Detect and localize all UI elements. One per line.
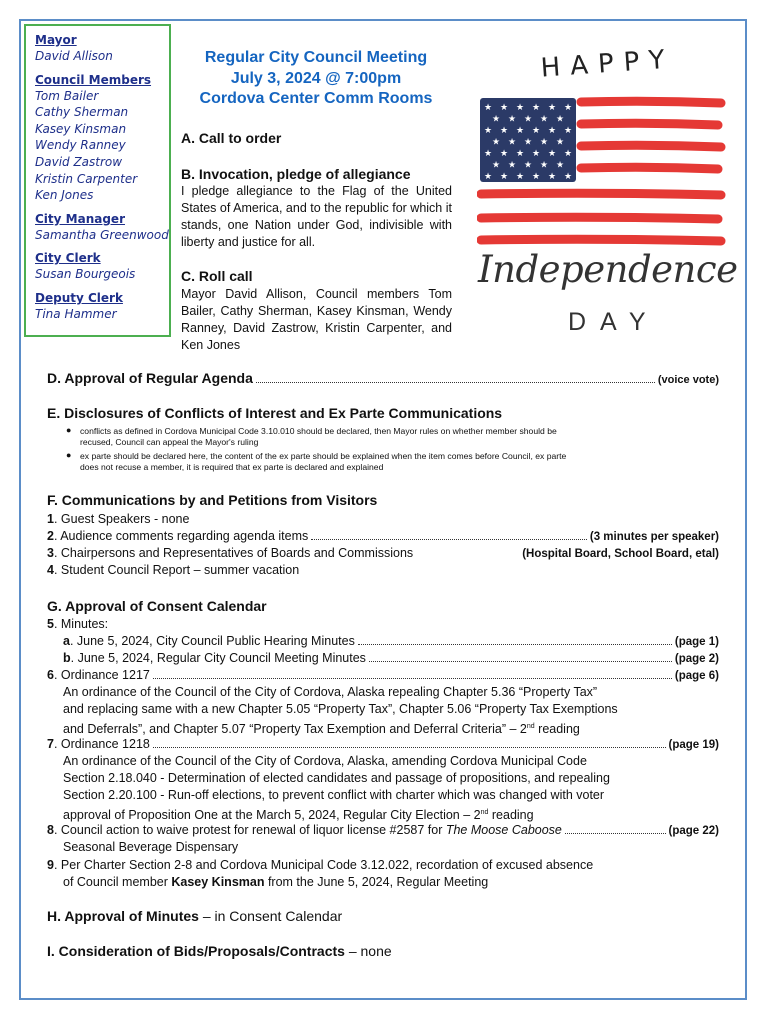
leader-dots (358, 644, 672, 645)
item-f1: 1. Guest Speakers - none (47, 512, 190, 526)
flag-star-icon: ★ (507, 114, 517, 125)
item-g5a: a. June 5, 2024, City Council Public Hearing Minutes (page 1) (63, 634, 719, 648)
section-f: F. Communications by and Petitions from Visitors (47, 492, 378, 508)
flag-star-icon: ★ (555, 137, 565, 148)
ordinance-1218-line-3: Section 2.20.100 - Run-off elections, to prevent conflict with charter which was changed with voter (63, 788, 605, 802)
flag-star-icon: ★ (547, 149, 557, 159)
ordinance-1217-line-1: An ordinance of the Council of the City of Cordova, Alaska repealing Chapter 5.36 “Property Tax” (63, 685, 598, 699)
flag-star-icon: ★ (531, 103, 541, 113)
section-a: A. Call to order (181, 130, 282, 146)
council-member: Tom Bailer (35, 88, 99, 103)
officials-sidebar (24, 24, 171, 337)
section-i: I. Consideration of Bids/Proposals/Contracts – none (47, 943, 392, 959)
section-c: C. Roll call (181, 268, 253, 284)
flag-star-icon: ★ (539, 137, 549, 148)
happy-lettering (533, 38, 683, 86)
voice-vote-note: (voice vote) (657, 374, 719, 386)
disclosure-bullet-1-line-1: conflicts as defined in Cordova Municipal Code 3.10.010 should be declared, then Mayor rules on whether member should be (80, 426, 557, 436)
council-member: Cathy Sherman (35, 105, 129, 120)
flag-star-icon: ★ (531, 126, 541, 136)
flag-star-icon: ★ (563, 103, 573, 113)
flag-star-icon: ★ (515, 103, 525, 113)
manager-name: Samantha Greenwood (35, 227, 169, 242)
flag-star-icon: ★ (547, 103, 557, 113)
flag-star-icon: ★ (531, 149, 541, 159)
deputy-label: Deputy Clerk (35, 290, 123, 305)
section-g: G. Approval of Consent Calendar (47, 598, 267, 614)
meeting-datetime: July 3, 2024 @ 7:00pm (230, 69, 402, 87)
flag-star-icon: ★ (515, 149, 525, 159)
flag-star-icon: ★ (539, 160, 549, 171)
flag-star-icon: ★ (555, 160, 565, 171)
flag-star-icon: ★ (507, 160, 517, 171)
american-flag-illustration (477, 94, 726, 246)
bullet-icon: ● (66, 425, 72, 435)
flag-star-icon: ★ (531, 172, 541, 182)
happy-text: HAPPY (539, 44, 676, 84)
leader-dots (153, 747, 666, 748)
ordinance-1217-line-2: and replacing same with a new Chapter 5.05 “Property Tax”, Chapter 5.06 “Property Tax Exemptions (63, 702, 618, 716)
flag-star-icon: ★ (515, 126, 525, 136)
liquor-license-line-2: Seasonal Beverage Dispensary (63, 840, 239, 854)
flag-stripe (581, 167, 718, 169)
flag-stripe (481, 239, 721, 241)
item-g5b: b. June 5, 2024, Regular City Council Meeting Minutes (page 2) (63, 651, 719, 665)
leader-dots (565, 833, 666, 834)
flag-star-icon: ★ (491, 137, 501, 148)
flag-star-icon: ★ (499, 149, 509, 159)
clerk-name: Susan Bourgeois (35, 267, 136, 282)
flag-star-icon: ★ (555, 114, 565, 125)
excused-absence-line-2: of Council member Kasey Kinsman from the June 5, 2024, Regular Meeting (63, 875, 489, 889)
meeting-location: Cordova Center Comm Rooms (199, 90, 433, 107)
independence-lettering: Independence (478, 248, 738, 291)
day-lettering: DAY (568, 308, 660, 336)
council-label: Council Members (35, 72, 152, 87)
item-g5: 5. Minutes: (47, 617, 109, 631)
section-e: E. Disclosures of Conflicts of Interest and Ex Parte Communications (47, 405, 503, 421)
flag-star-icon: ★ (547, 172, 557, 182)
leader-dots (311, 539, 587, 540)
item-g7: 7. Ordinance 1218 (page 19) (47, 737, 719, 751)
mayor-label: Mayor (35, 33, 77, 47)
ordinance-1218-line-2: Section 2.18.040 - Determination of elected candidates and passage of propositions, and repealing (63, 771, 610, 785)
flag-star-icon: ★ (515, 172, 525, 182)
manager-label: City Manager (35, 211, 125, 226)
council-member: David Zastrow (35, 154, 123, 169)
flag-star-icon: ★ (483, 126, 493, 136)
disclosure-bullet-2-line-1: ex parte should be declared here, the content of the ex parte should be explained when the item comes before Council, ex parte (80, 451, 567, 461)
flag-star-icon: ★ (507, 137, 517, 148)
council-member: Ken Jones (35, 188, 94, 203)
flag-star-icon: ★ (523, 160, 533, 171)
flag-star-icon: ★ (563, 126, 573, 136)
flag-star-icon: ★ (499, 126, 509, 136)
flag-star-icon: ★ (547, 126, 557, 136)
flag-stripe (481, 217, 718, 219)
flag-star-icon: ★ (563, 149, 573, 159)
meeting-title: Regular City Council Meeting (204, 49, 428, 66)
item-f4: 4. Student Council Report – summer vacation (47, 563, 300, 577)
section-d-row (47, 370, 719, 389)
flag-star-icon: ★ (539, 114, 549, 125)
flag-star-icon: ★ (563, 172, 573, 182)
item-f3: 3. Chairpersons and Representatives of Boards and Commissions (Hospital Board, School Board, etal) (47, 546, 719, 560)
section-d: D. Approval of Regular Agenda (47, 370, 253, 386)
flag-stripe (581, 101, 721, 103)
mayor-name: David Allison (35, 49, 113, 63)
flag-star-icon: ★ (499, 172, 509, 182)
disclosure-bullet-1-line-2: recused, Council can appeal the Mayor's ruling (80, 437, 259, 447)
council-member: Kristin Carpenter (35, 171, 138, 186)
council-member: Kasey Kinsman (35, 121, 127, 136)
pledge-text: I pledge allegiance to the Flag of the United States of America, and to the republic for which it stands, one Nation under God, indivisible with liberty and justice for all. (181, 184, 452, 249)
leader-dots (153, 678, 672, 679)
flag-stripe (481, 193, 721, 195)
ordinance-1217-line-3: and Deferrals”, and Chapter 5.07 “Property Tax Exemption and Deferral Criteria” – 2nd reading (63, 722, 580, 737)
section-h: H. Approval of Minutes – in Consent Calendar (47, 908, 343, 924)
flag-star-icon: ★ (491, 114, 501, 125)
item-g6: 6. Ordinance 1217 (page 6) (47, 668, 719, 682)
flag-star-icon: ★ (483, 172, 493, 182)
flag-star-icon: ★ (499, 103, 509, 113)
flag-star-icon: ★ (483, 103, 493, 113)
deputy-name: Tina Hammer (35, 306, 117, 321)
bullet-icon: ● (66, 450, 72, 460)
section-b: B. Invocation, pledge of allegiance (181, 166, 411, 182)
ordinance-1218-line-1: An ordinance of the Council of the City of Cordova, Alaska, amending Cordova Municipal Code (63, 754, 587, 768)
ordinance-1218-line-4: approval of Proposition One at the March 5, 2024, Regular City Election – 2nd reading (63, 808, 534, 823)
clerk-label: City Clerk (35, 251, 101, 266)
item-f2: 2. Audience comments regarding agenda items (3 minutes per speaker) (47, 529, 719, 543)
flag-stripe (581, 123, 718, 125)
leader-dots (256, 382, 655, 383)
item-g8: 8. Council action to waive protest for renewal of liquor license #2587 for The Moose Caboose (page 22) (47, 823, 719, 837)
leader-dots (369, 661, 672, 662)
disclosure-bullet-2-line-2: does not recuse a member, it is required that ex parte is declared and explained (80, 462, 384, 472)
flag-star-icon: ★ (491, 160, 501, 171)
flag-stripe (581, 145, 721, 147)
flag-star-icon: ★ (523, 114, 533, 125)
item-g9: 9. Per Charter Section 2-8 and Cordova Municipal Code 3.12.022, recordation of excused absence (47, 858, 594, 872)
flag-star-icon: ★ (523, 137, 533, 148)
meeting-header (181, 48, 451, 110)
flag-star-icon: ★ (483, 149, 493, 159)
roll-call-text: Mayor David Allison, Council members Tom Bailer, Cathy Sherman, Kasey Kinsman, Wendy Ranney, David Zastrow, Kristin Carpenter, and Ken Jones (181, 287, 452, 352)
council-member: Wendy Ranney (35, 138, 126, 153)
